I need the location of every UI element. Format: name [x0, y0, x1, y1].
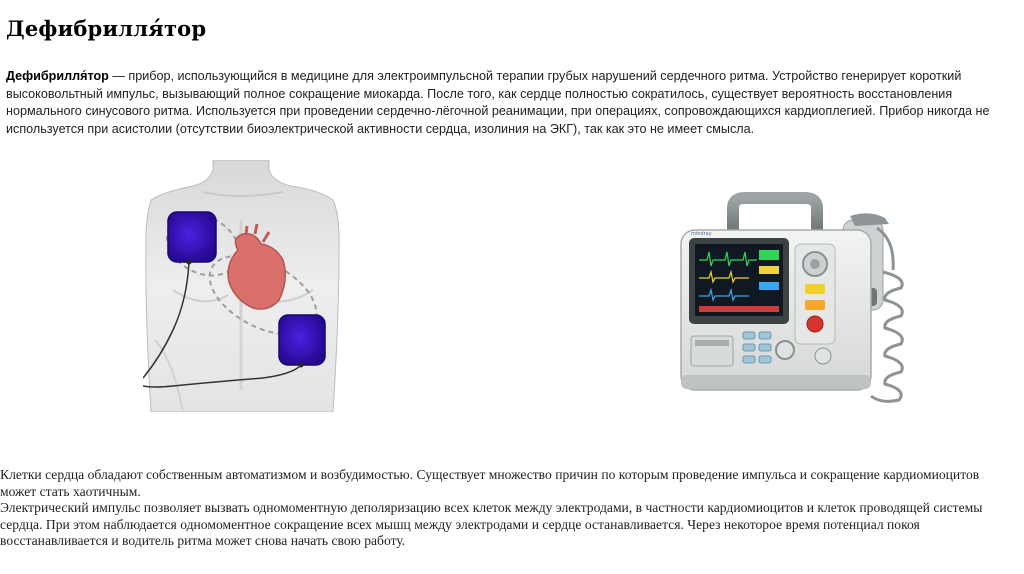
- page-title: Дефибрилля́тор: [6, 16, 207, 41]
- svg-text:mindray: mindray: [691, 231, 712, 237]
- intro-term: Дефибрилля́тор: [6, 69, 109, 83]
- chest-figure: [143, 160, 343, 412]
- device-figure: [645, 160, 927, 440]
- explanation-paragraph: Электрический импульс позволяет вызвать одномоментную деполяризацию всех клеток между электродами, в частности кардиомиоцитов и клеток проводящей системы сердца. При этом наблюдается одномоментное сокращение всех мышц между электродами и сердце останавливается. Через некоторое время потенциал покоя восстанавливается и водитель ритма может снова начать свою работу.: [0, 500, 983, 548]
- intro-paragraph: [6, 68, 1006, 138]
- explanation-text: [0, 467, 1010, 550]
- intro-text: — прибор, использующийся в медицине для электроимпульсной терапии грубых нарушений сердечного ритма. Устройство генерирует короткий высоковольтный импульс, вызывающий полное сокращение миокарда. После того, как сердце полностью сократилось, существует вероятность восстановления нормального синусового ритма. Используется при проведении сердечно-лёгочной реанимации, при операциях, сопровождающихся кардиоплегией. Прибор никогда не используется при асистолии (отсутствии биоэлектрической активности сердца, изолиния на ЭКГ), так как это не имеет смысла.: [6, 69, 990, 136]
- chest-electrode-placement-icon: [143, 160, 343, 412]
- explanation-paragraph: Клетки сердца обладают собственным автоматизмом и возбудимостью. Существует множество причин по которым проведение импульса и сокращение кардиомиоцитов может стать хаотичным.: [0, 467, 980, 499]
- defibrillator-device-icon: [645, 160, 927, 440]
